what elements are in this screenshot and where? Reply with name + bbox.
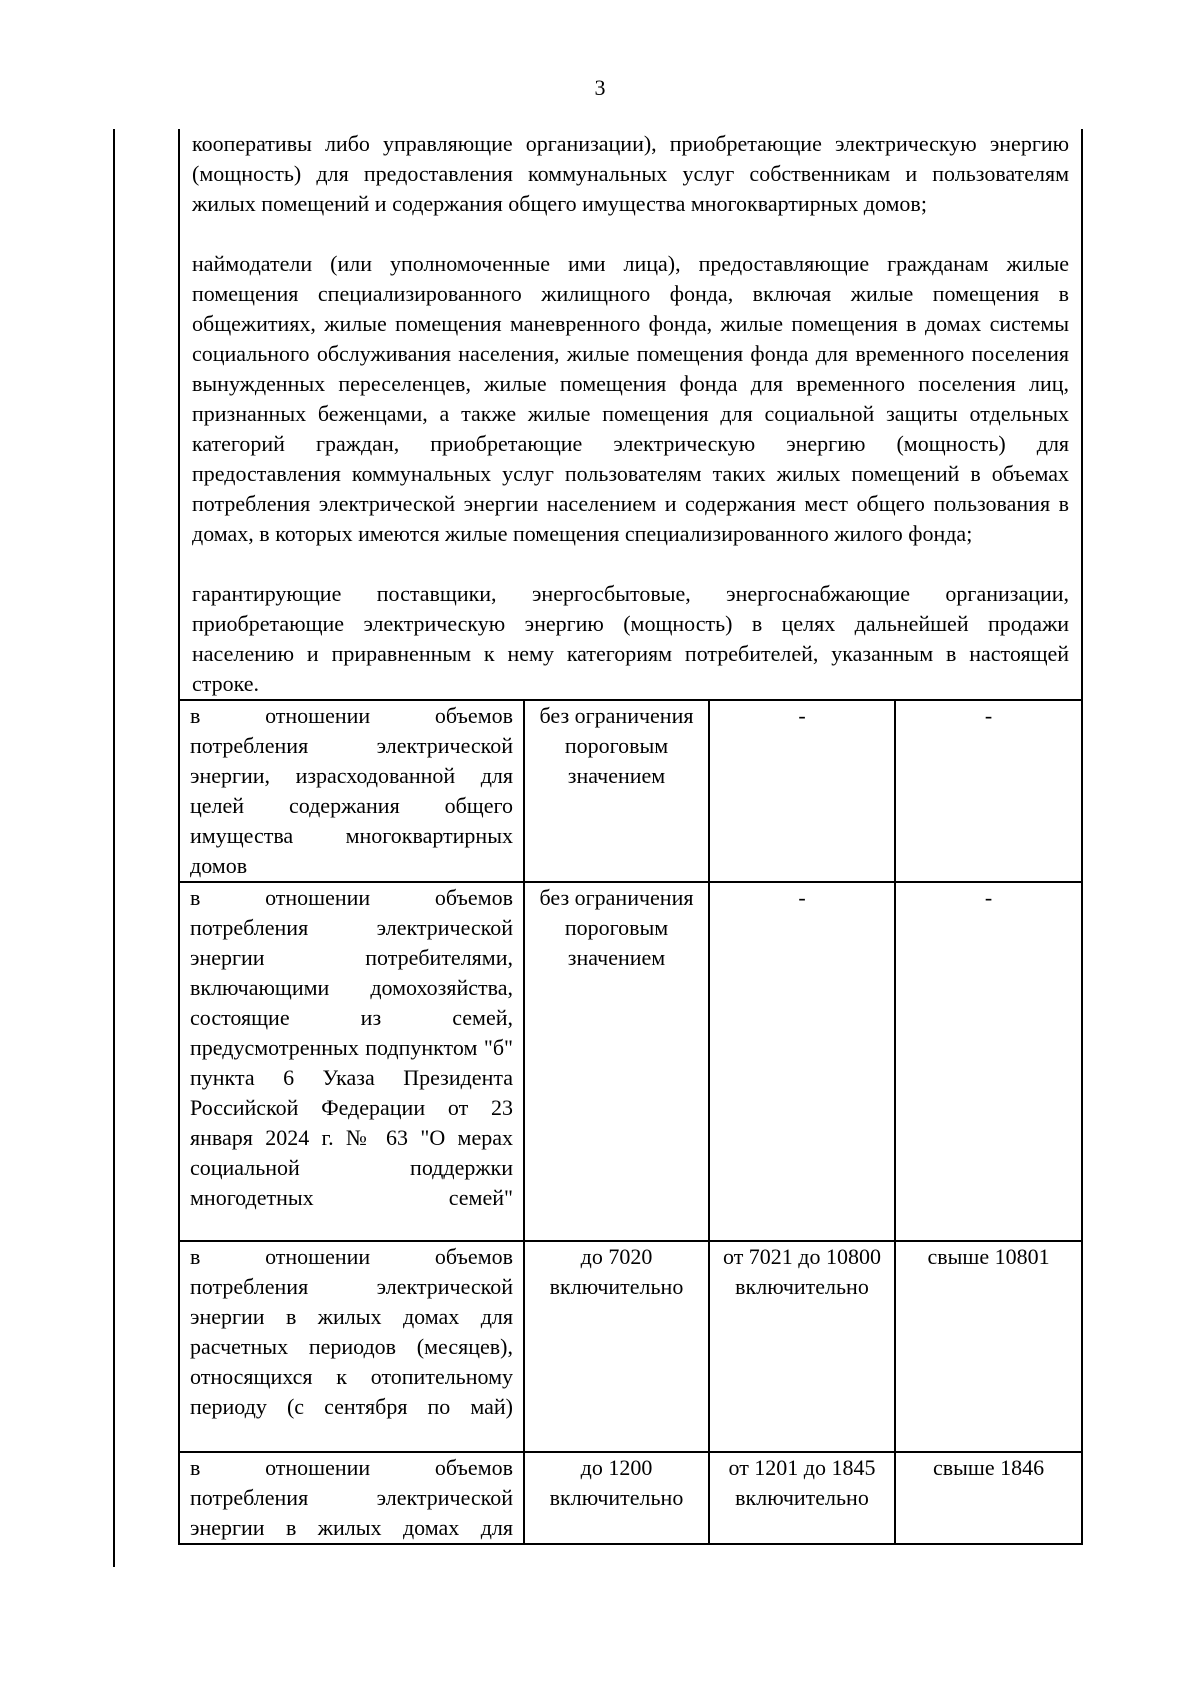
page-number: 3	[594, 75, 606, 100]
table-row	[179, 1241, 1082, 1452]
intro-paragraph: гарантирующие поставщики, энергосбытовые, энергоснабжающие организации, приобретающие электрическую энергию (мощность) в целях дальнейшей продажи населению и приравненным к нему категориям потребителей, указанным в настоящей строке.	[192, 581, 1070, 696]
row-threshold-2: -	[709, 700, 895, 882]
row-threshold-1: до 7020 включительно	[524, 1241, 709, 1452]
row-threshold-3: -	[895, 882, 1082, 1241]
intro-cell	[179, 129, 1082, 700]
row-threshold-1: без ограничения пороговым значением	[524, 882, 709, 1241]
table-row	[179, 700, 1082, 882]
intro-row	[179, 129, 1082, 700]
row-description: в отношении объемов потребления электрической энергии в жилых домах для расчетных периодов (месяцев), относящихся к отопительному периоду (с сентября по май)	[179, 1241, 524, 1452]
row-threshold-1: без ограничения пороговым значением	[524, 700, 709, 882]
row-threshold-1: до 1200 включительно	[524, 1452, 709, 1544]
row-description: в отношении объемов потребления электрической энергии, израсходованной для целей содержания общего имущества многоквартирных домов	[179, 700, 524, 882]
intro-paragraph: наймодатели (или уполномоченные ими лица), предоставляющие гражданам жилые помещения специализированного жилищного фонда, включая жилые помещения в общежитиях, жилые помещения маневренного фонда, жилые помещения в домах системы социального обслуживания населения, жилые помещения фонда для временного поселения вынужденных переселенцев, жилые помещения фонда для временного поселения лиц, признанных беженцами, а также жилые помещения для социальной защиты отдельных категорий граждан, приобретающие электрическую энергию (мощность) для предоставления коммунальных услуг пользователям таких жилых помещений в объемах потребления электрической энергии населением и содержания мест общего пользования в домах, в которых имеются жилые помещения специализированного жилого фонда;	[192, 251, 1070, 546]
row-threshold-2: -	[709, 882, 895, 1241]
row-threshold-2: от 7021 до 10800 включительно	[709, 1241, 895, 1452]
left-margin-rule	[113, 129, 115, 1567]
table-row	[179, 1452, 1082, 1544]
row-threshold-3: свыше 10801	[895, 1241, 1082, 1452]
table-row	[179, 882, 1082, 1241]
row-threshold-3: -	[895, 700, 1082, 882]
intro-paragraph: кооперативы либо управляющие организации), приобретающие электрическую энергию (мощность) для предоставления коммунальных услуг собственникам и пользователям жилых помещений и содержания общего имущества многоквартирных домов;	[192, 131, 1070, 216]
row-description: в отношении объемов потребления электрической энергии потребителями, включающими домохозяйства, состоящие из семей, предусмотренных подпунктом "б" пункта 6 Указа Президента Российской Федерации от 23 января 2024 г. № 63 "О мерах социальной поддержки многодетных семей"	[179, 882, 524, 1241]
row-description: в отношении объемов потребления электрической энергии в жилых домах для	[179, 1452, 524, 1544]
row-threshold-3: свыше 1846	[895, 1452, 1082, 1544]
tariff-table	[178, 129, 1083, 1545]
row-threshold-2: от 1201 до 1845 включительно	[709, 1452, 895, 1544]
